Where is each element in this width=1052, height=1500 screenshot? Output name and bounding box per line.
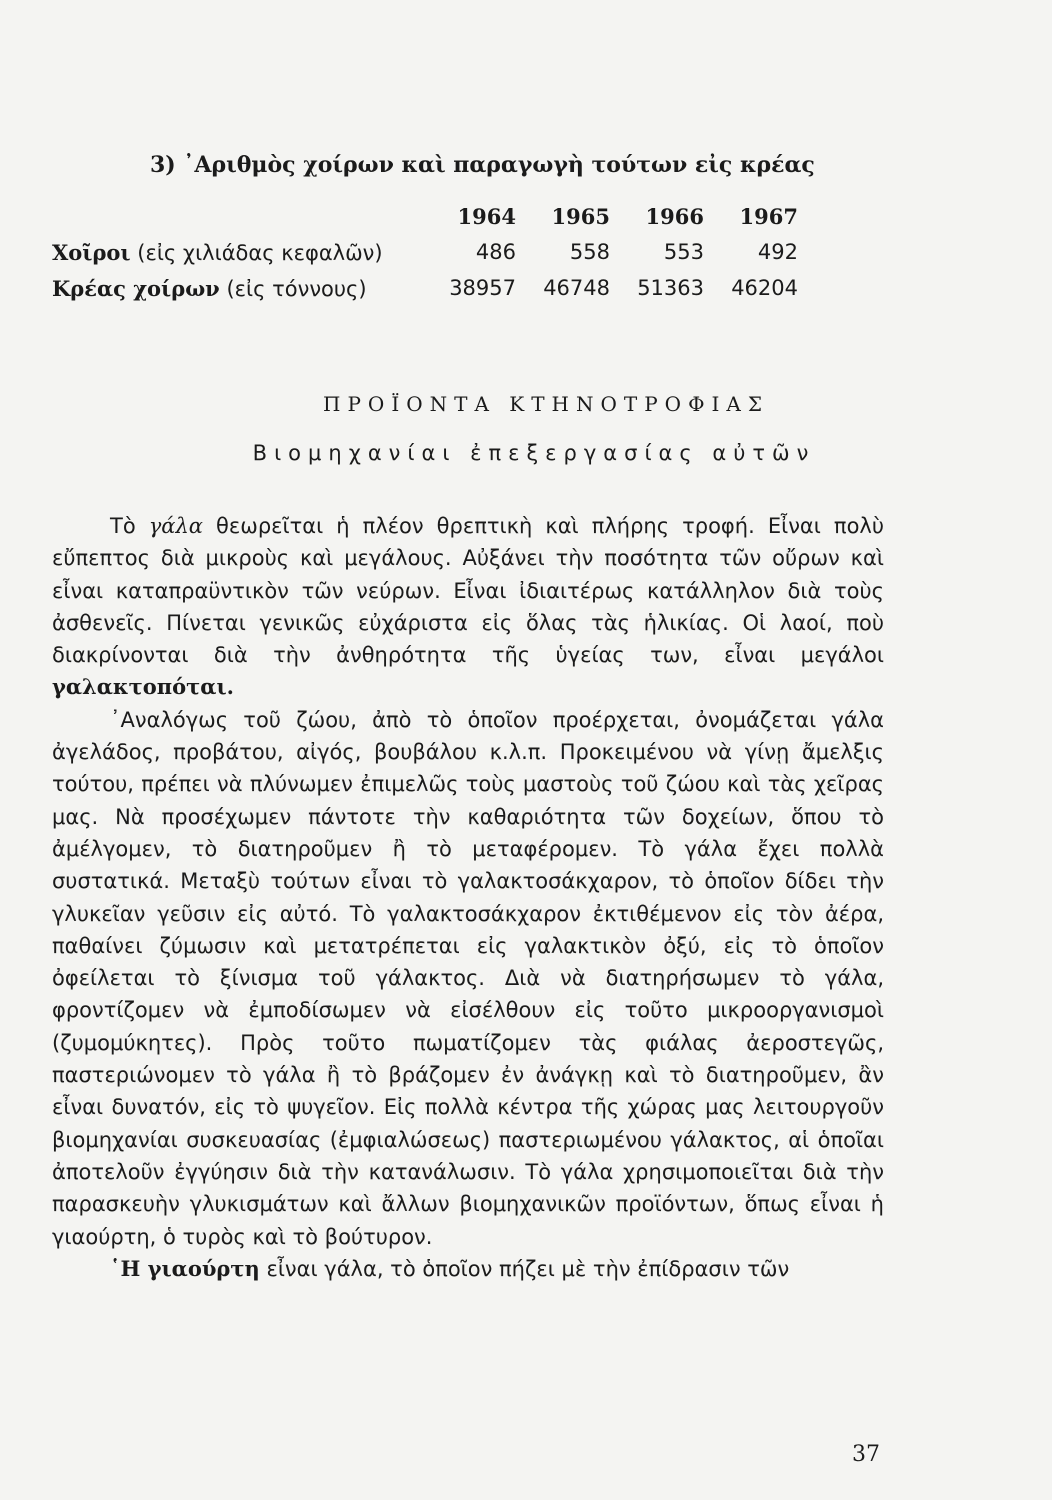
paragraph: ᾿Αναλόγως τοῦ ζώου, ἀπὸ τὸ ὁποῖον προέρχεται, ὀνομάζεται γάλα ἀγελάδος, προβάτου, αἰγός, βουβάλου κ.λ.π. Προκειμένου νὰ γίνῃ ἄμελξις τούτου, πρέπει νὰ πλύνωμεν ἐπιμελῶς τοὺς μαστοὺς τοῦ ζώου καὶ τὰς χεῖρας μας. Νὰ προσέχωμεν πάντοτε τὴν καθαριότητα τῶν δοχείων, ὅπου τὸ ἀμέλγομεν, τὸ διατηροῦμεν ἢ τὸ μεταφέρομεν. Τὸ γάλα ἔχει πολλὰ συστατικά. Μεταξὺ τούτων εἶναι τὸ γαλακτοσάκχαρον, τὸ ὁποῖον δίδει τὴν γλυκεῖαν γεῦσιν εἰς αὐτό. Τὸ γαλακτοσάκχαρον ἐκτιθέμενον εἰς τὸν ἀέρα, παθαίνει ζύμωσιν καὶ μετατρέπεται εἰς γαλακτικὸν ὀξύ, εἰς τὸ ὁποῖον ὀφείλεται τὸ ξίνισμα τοῦ γάλακτος. Διὰ νὰ διατηρήσωμεν τὸ γάλα, φροντίζομεν νὰ ἐμποδίσωμεν νὰ εἰσέλθουν εἰς τοῦτο μικροοργανισμοὶ (ζυμομύκητες). Πρὸς τοῦτο πωματίζομεν τὰς φιάλας ἀεροστεγῶς, παστεριώνομεν τὸ γάλα ἢ τὸ βράζομεν ἐν ἀνάγκῃ καὶ τὸ διατηροῦμεν, ἂν εἶναι δυνατόν, εἰς τὸ ψυγεῖον. Εἰς πολλὰ κέντρα τῆς χώρας μας λειτουργοῦν βιομηχανίαι συσκευασίας (ἐμφιαλώσεως) παστεριωμένου γάλακτος, αἱ ὁποῖαι ἀποτελοῦν ἐγγύησιν διὰ τὴν κατανάλωσιν. Τὸ γάλα χρησιμοποιεῖται διὰ τὴν παρασκευὴν γλυκισμάτων καὶ ἄλλων βιομηχανικῶν προϊόντων, ὅπως εἶναι ἡ γιαούρτη, ὁ τυρὸς καὶ τὸ βούτυρον. xyxy=(52,707,884,1249)
year-header: 1965 xyxy=(551,203,610,229)
table-cell: 38957 xyxy=(449,276,516,300)
table-row xyxy=(52,270,798,306)
year-header: 1964 xyxy=(457,203,516,229)
table-cell: 46204 xyxy=(731,276,798,300)
body-text xyxy=(52,510,884,1285)
chapter-subheading: Βιομηχανίαι ἐπεξεργασίας αὐτῶν xyxy=(252,441,816,465)
year-header: 1966 xyxy=(645,203,704,229)
table-cell: 492 xyxy=(757,240,798,264)
row-label: Κρέας χοίρων (εἰς τόννους) xyxy=(52,275,367,301)
section-title-text: ᾿Αριθμὸς χοίρων καὶ παραγωγὴ τούτων εἰς κρέας xyxy=(183,152,815,178)
table-header-row xyxy=(52,198,798,234)
paragraph: ῾Η γιαούρτη εἶναι γάλα, τὸ ὁποῖον πήζει μὲ τὴν ἐπίδρασιν τῶν xyxy=(110,1255,790,1281)
page-number: 37 xyxy=(852,1442,880,1467)
chapter-heading: ΠΡΟΪΟΝΤΑ ΚΤΗΝΟΤΡΟΦΙΑΣ xyxy=(323,392,769,416)
table-row xyxy=(52,234,798,270)
table-cell: 46748 xyxy=(543,276,610,300)
section-number: 3) xyxy=(150,152,176,178)
section-title xyxy=(150,152,815,178)
row-label: Χοῖροι (εἰς χιλιάδας κεφαλῶν) xyxy=(52,239,383,265)
table-cell: 486 xyxy=(475,240,516,264)
table-cell: 553 xyxy=(663,240,704,264)
paragraph: Τὸ γάλα θεωρεῖται ἡ πλέον θρεπτικὴ καὶ πλήρης τροφή. Εἶναι πολὺ εὔπεπτος διὰ μικροὺς καὶ μεγάλους. Αὐξάνει τὴν ποσότητα τῶν οὔρων καὶ εἶναι καταπραϋντικὸν τῶν νεύρων. Εἶναι ἰδιαιτέρως κατάλληλον διὰ τοὺς ἀσθενεῖς. Πίνεται γενικῶς εὐχάριστα εἰς ὅλας τὰς ἡλικίας. Οἱ λαοί, ποὺ διακρίνονται διὰ τὴν ἀνθηρότητα τῆς ὑγείας των, εἶναι μεγάλοι γαλακτοπόται. xyxy=(52,514,884,700)
table-cell: 51363 xyxy=(637,276,704,300)
table-cell: 558 xyxy=(569,240,610,264)
year-header: 1967 xyxy=(739,203,798,229)
pig-statistics-table xyxy=(52,198,798,306)
